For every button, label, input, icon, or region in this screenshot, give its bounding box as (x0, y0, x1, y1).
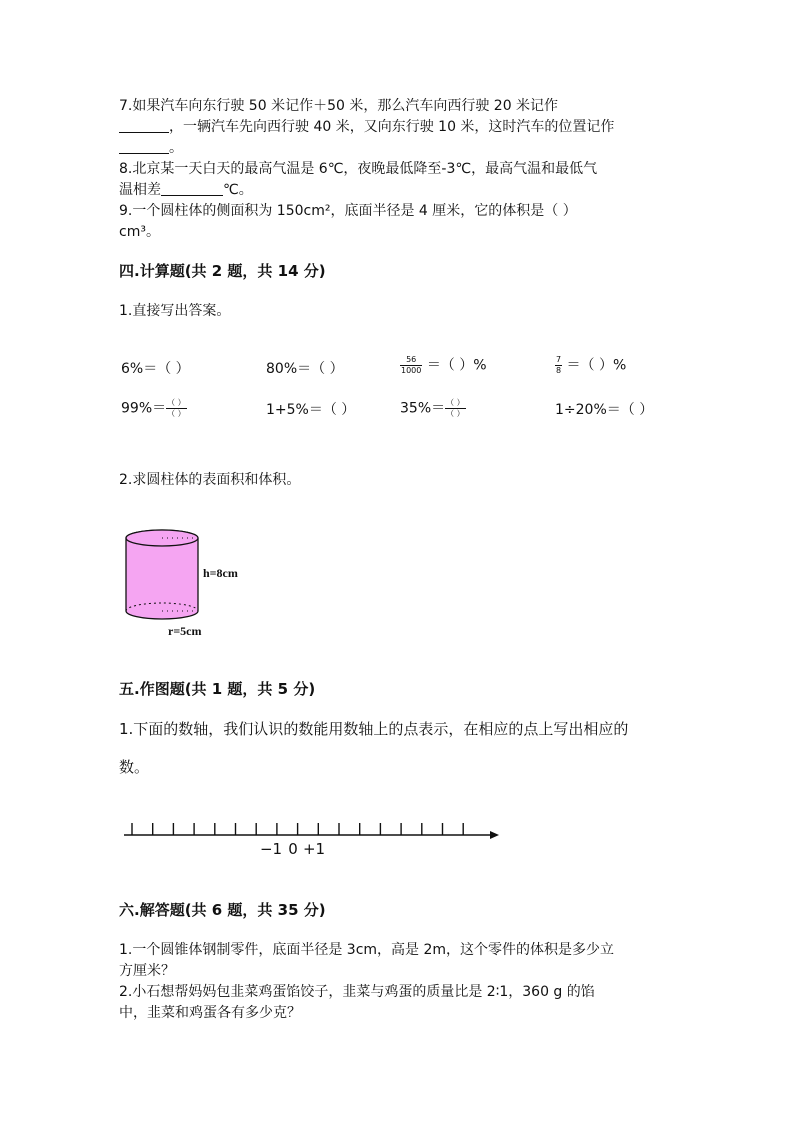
cylinder-figure (120, 522, 260, 647)
fraction-7-8 (555, 355, 562, 376)
q7-line-3-text: 。 (169, 140, 183, 156)
axis-arrow (490, 831, 499, 839)
axis-label-plus-1: +1 (302, 840, 326, 858)
q8-answer-blank[interactable] (161, 180, 223, 196)
q7-answer-blank-1[interactable] (119, 117, 169, 133)
calc-56-over-1000 (400, 355, 487, 376)
sec4-q2-prompt: 2.求圆柱体的表面积和体积。 (119, 472, 301, 488)
sec5-q1-line-1: 1.下面的数轴，我们认识的数能用数轴上的点表示，在相应的点上写出相应的 (119, 720, 629, 738)
fraction-56-1000 (400, 355, 422, 376)
q8-line-1: 8.北京某一天白天的最高气温是 6℃，夜晚最低降至-3℃，最高气温和最低气 (119, 161, 598, 177)
axis-label-minus-1: −1 (259, 840, 283, 858)
q7-line-1: 7.如果汽车向东行驶 50 米记作＋50 米，那么汽车向西行驶 20 米记作 (119, 98, 559, 114)
q9-line-2: cm³。 (119, 224, 160, 240)
fraction-numerator: （ ） (446, 398, 465, 407)
q9-line-1: 9.一个圆柱体的侧面积为 150cm²，底面半径是 4 厘米，它的体积是（ ） (119, 203, 577, 219)
calc-6-percent: 6%＝（ ） (121, 361, 190, 377)
fraction-denominator: 1000 (401, 366, 422, 375)
height-label: h=8cm (203, 566, 238, 580)
sec4-q1-prompt: 1.直接写出答案。 (119, 303, 231, 319)
section-6-heading: 六.解答题(共 6 题，共 35 分) (119, 901, 326, 919)
sec6-q2-line-1: 2.小石想帮妈妈包韭菜鸡蛋馅饺子，韭菜与鸡蛋的质量比是 2∶1，360 g 的馅 (119, 984, 595, 1000)
q7-line-2 (119, 117, 614, 137)
section-5-heading: 五.作图题(共 1 题，共 5 分) (119, 680, 316, 698)
fraction-denominator: （ ） (446, 409, 465, 418)
fraction-numerator: 7 (556, 355, 562, 364)
axis-label-0: 0 (288, 840, 298, 858)
sec6-q1-line-1: 1.一个圆锥体钢制零件，底面半径是 3cm，高是 2m，这个零件的体积是多少立 (119, 942, 615, 958)
fraction-numerator: 56 (400, 355, 422, 366)
fraction-denominator: 8 (556, 366, 562, 375)
calc-56-over-1000-rest: ＝（ ）% (426, 357, 487, 374)
fraction-numerator: （ ） (167, 398, 186, 407)
calc-1-div-20-percent: 1÷20%＝（ ） (555, 402, 654, 418)
q7-line-3 (119, 138, 183, 158)
q8-line-2 (119, 180, 253, 200)
q7-line-2-text: ，一辆汽车先向西行驶 40 米，又向东行驶 10 米，这时汽车的位置记作 (169, 119, 615, 135)
sec6-q2-line-2: 中，韭菜和鸡蛋各有多少克？ (119, 1005, 301, 1021)
number-axis (118, 812, 508, 862)
answer-fraction-blank[interactable] (445, 398, 466, 419)
q8-line-2-suffix: ℃。 (223, 182, 253, 198)
calc-7-over-8-rest: ＝（ ）% (566, 357, 627, 374)
calc-80-percent: 80%＝（ ） (266, 361, 344, 377)
section-4-heading: 四.计算题(共 2 题，共 14 分) (119, 262, 326, 280)
calc-99-percent (121, 398, 187, 419)
q8-line-2-prefix: 温相差 (119, 182, 161, 198)
calc-7-over-8 (555, 355, 626, 376)
calc-35-percent-label: 35%＝ (400, 400, 446, 417)
sec6-q1-line-2: 方厘米？ (119, 963, 175, 979)
calc-35-percent (400, 398, 466, 419)
radius-label: r=5cm (168, 624, 202, 638)
calc-1-plus-5-percent: 1+5%＝（ ） (266, 402, 356, 418)
answer-fraction-blank[interactable] (166, 398, 187, 419)
q7-answer-blank-2[interactable] (119, 138, 169, 154)
sec5-q1-line-2: 数。 (119, 758, 150, 776)
fraction-denominator: （ ） (167, 409, 186, 418)
calc-99-percent-label: 99%＝ (121, 400, 167, 417)
